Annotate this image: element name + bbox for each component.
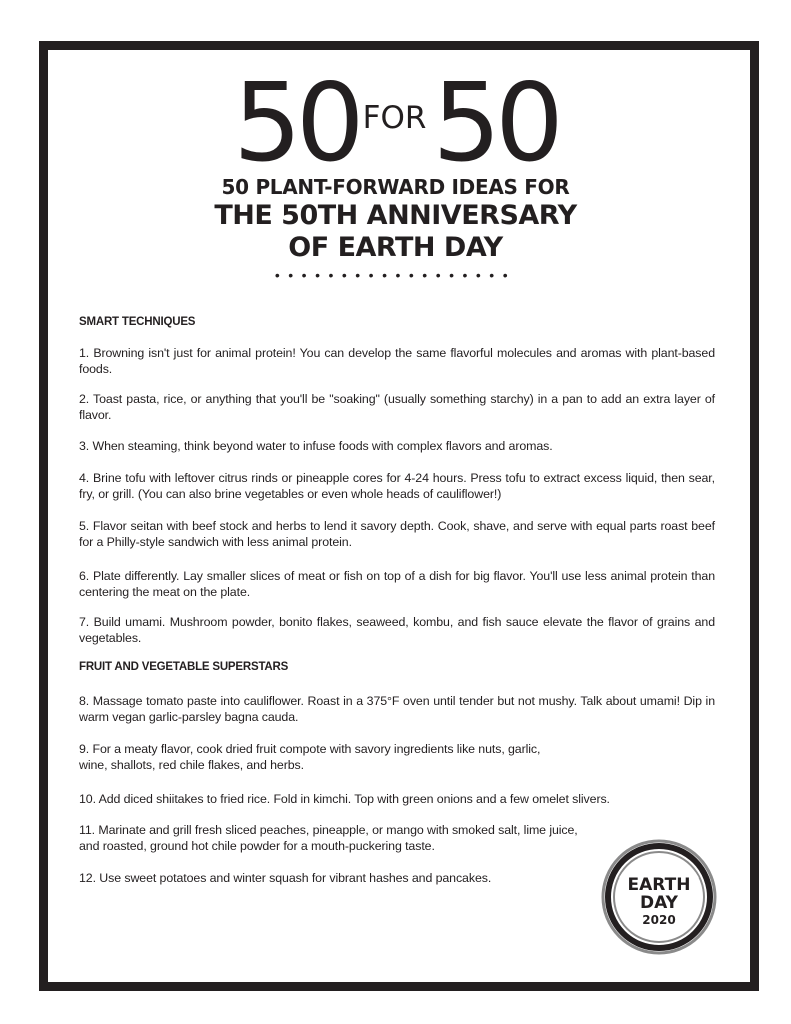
list-item: 10. Add diced shiitakes to fried rice. Fold in kimchi. Top with green onions and a few omelet slivers. — [79, 792, 610, 806]
section-title-smart-techniques: SMART TECHNIQUES — [79, 316, 196, 328]
list-item: 5. Flavor seitan with beef stock and herbs to lend it savory depth. Cook, shave, and serve with equal parts roast beef for a Philly-style sandwich with less animal protein. — [79, 519, 715, 549]
list-item: 2. Toast pasta, rice, or anything that you'll be "soaking" (usually something starchy) in a pan to add an extra layer of flavor. — [79, 392, 715, 422]
list-item: 6. Plate differently. Lay smaller slices of meat or fish on top of a dish for big flavor. You'll use less animal protein than centering the meat on the plate. — [79, 569, 715, 599]
list-item: 7. Build umami. Mushroom powder, bonito flakes, seaweed, kombu, and fish sauce elevate the flavor of grains and vegetables. — [79, 615, 715, 645]
list-item: 11. Marinate and grill fresh sliced peaches, pineapple, or mango with smoked salt, lime juice, and roasted, ground hot chile powder for a mouth-puckering taste. — [79, 823, 578, 853]
logo-text-day: DAY — [640, 893, 678, 913]
earth-day-logo — [600, 838, 718, 956]
subtitle-block — [0, 200, 791, 264]
title-number-right: 50 — [432, 61, 558, 186]
list-item: 12. Use sweet potatoes and winter squash for vibrant hashes and pancakes. — [79, 871, 492, 885]
subtitle-line-1: 50 PLANT-FORWARD IDEAS FOR — [221, 175, 570, 199]
title-for-word: FOR — [362, 100, 427, 136]
title-50-for-50 — [0, 61, 791, 186]
title-number-left: 50 — [233, 61, 359, 186]
logo-text-year: 2020 — [642, 913, 676, 927]
list-item: 3. When steaming, think beyond water to infuse foods with complex flavors and aromas. — [79, 439, 553, 453]
subtitle-line-3: OF EARTH DAY — [288, 232, 503, 263]
list-item: 9. For a meaty flavor, cook dried fruit compote with savory ingredients like nuts, garlic, wine, shallots, red chile flakes, and herbs. — [79, 742, 541, 772]
list-item: 8. Massage tomato paste into cauliflower. Roast in a 375°F oven until tender but not mushy. Talk about umami! Dip in warm vegan garlic-parsley bagna cauda. — [79, 694, 715, 724]
subtitle-line-2: THE 50TH ANNIVERSARY — [214, 200, 577, 231]
logo-text-earth: EARTH — [627, 875, 691, 895]
list-item: 4. Brine tofu with leftover citrus rinds or pineapple cores for 4-24 hours. Press tofu to extract excess liquid, then sear, fry, or grill. (You can also brine vegetables or even whole heads of cauliflower!) — [79, 471, 715, 501]
list-item: 1. Browning isn't just for animal protein! You can develop the same flavorful molecules and aromas with plant-based foods. — [79, 346, 715, 376]
section-title-fruit-vegetable: FRUIT AND VEGETABLE SUPERSTARS — [79, 661, 289, 673]
dotted-divider: •••••••••••••••••• — [274, 267, 517, 283]
